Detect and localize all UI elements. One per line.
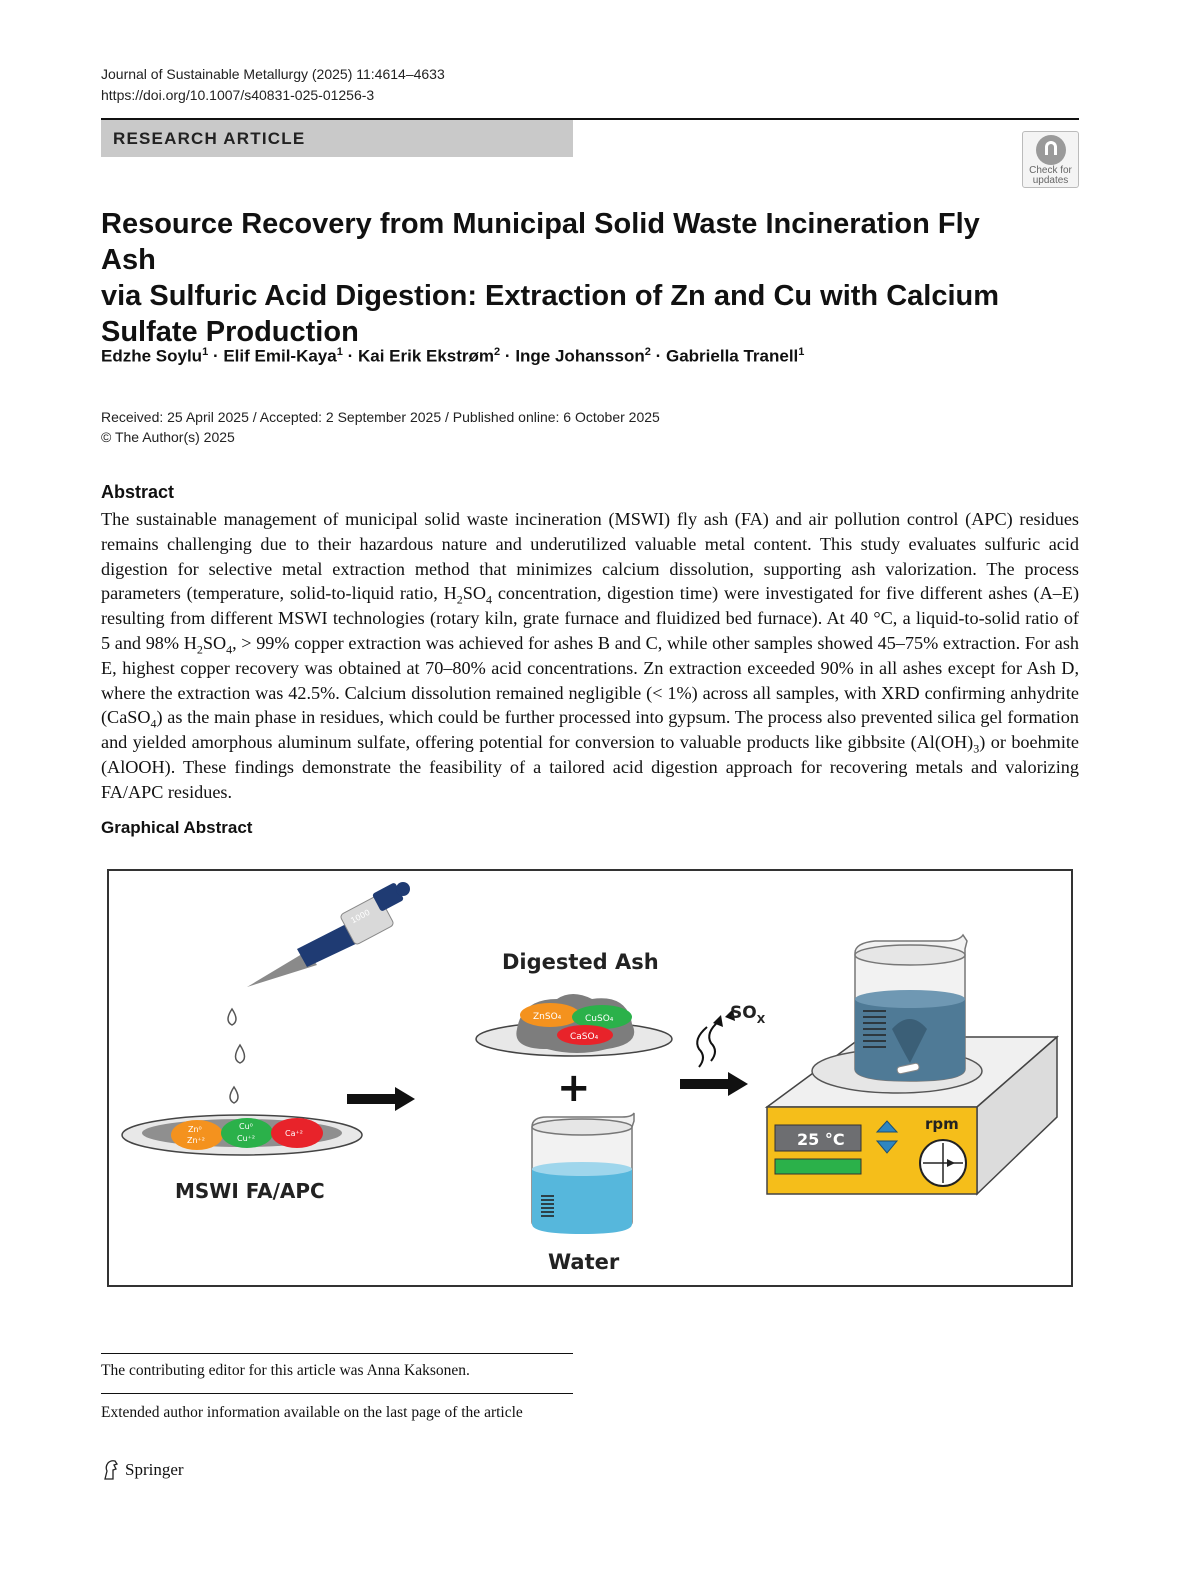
mswi-label: MSWI FA/APC <box>175 1179 325 1203</box>
znso4-label: ZnSO₄ <box>533 1012 562 1022</box>
author-name[interactable]: Edzhe Soylu <box>101 346 203 366</box>
publisher-logo <box>101 1458 184 1482</box>
abstract-segment: concentration, digestion time) were investigated for five different ashes (A–E) resulting from different MSWI technologies (rotary kiln, grate furnace and fluidized bed furnace). At 40 °C, a liquid-to-solid ratio of 5 and 98% H <box>101 583 1079 653</box>
cuso4-label: CuSO₄ <box>585 1014 614 1024</box>
author-affiliation: 1 <box>336 346 343 358</box>
digestion-beaker-icon <box>855 935 967 1081</box>
article-title <box>101 206 1001 350</box>
water-label: Water <box>548 1250 620 1274</box>
subscript: 4 <box>150 717 157 732</box>
rpm-knob[interactable] <box>920 1140 966 1186</box>
graphical-abstract-figure <box>107 869 1073 1287</box>
author-name[interactable]: Elif Emil-Kaya <box>223 346 337 366</box>
abstract-segment: ) as the main phase in residues, which could be further processed into gypsum. The process also prevented silica gel formation and yielded amorphous aluminum sulfate, offering potential for conversion to valuable products like gibbsite (Al(OH) <box>101 707 1079 753</box>
author-name[interactable]: Gabriella Tranell <box>666 346 799 366</box>
zn-label: Zn⁰ <box>188 1125 202 1134</box>
footnote-rule <box>101 1353 573 1354</box>
digested-ash-label: Digested Ash <box>502 950 659 974</box>
subscript: 3 <box>973 741 980 756</box>
graphical-abstract-heading: Graphical Abstract <box>101 818 253 837</box>
abstract-segment: , > 99% copper extraction was achieved for ashes B and C, while other samples showed 45–75% extraction. For ash E, highest copper recovery was obtained at 70–80% acid concentrations. Zn extraction exceeded 90% in all ashes except for Ash D, where the extraction was 42.5%. Calcium dissolution remained negligible (< 1%) across all samples, with XRD confirming anhydrite (CaSO <box>101 632 1079 728</box>
author-info-footnote: Extended author information available on the last page of the article <box>101 1404 523 1421</box>
abstract-segment: SO <box>202 632 227 653</box>
footnote-rule <box>101 1393 573 1394</box>
check-updates-icon <box>1036 135 1066 165</box>
publication-dates <box>101 407 660 447</box>
cu-label: Cu⁰ <box>239 1122 253 1131</box>
copyright-line: © The Author(s) 2025 <box>101 429 235 445</box>
plus-sign: + <box>557 1065 591 1111</box>
journal-line: Journal of Sustainable Metallurgy (2025) 11:4614–4633 <box>101 66 445 82</box>
abstract-segment: ) or boehmite (AlOOH). These findings demonstrate the feasibility of a tailored acid digestion approach for recovering metals and valorizing FA/APC residues. <box>101 732 1080 802</box>
doi-link[interactable]: https://doi.org/10.1007/s40831-025-01256-3 <box>101 87 375 103</box>
subscript: 4 <box>226 642 233 657</box>
rpm-label: rpm <box>925 1115 959 1133</box>
subscript: 4 <box>486 593 492 608</box>
subscript: 2 <box>196 642 203 657</box>
title-line-3: Sulfate Production <box>101 316 359 348</box>
author-affiliation: 2 <box>494 346 501 358</box>
title-line-1: Resource Recovery from Municipal Solid Waste Incineration Fly Ash <box>101 208 980 276</box>
author-separator: · <box>212 346 219 366</box>
author-name[interactable]: Inge Johansson <box>515 346 645 366</box>
author-name[interactable]: Kai Erik Ekstrøm <box>357 346 495 366</box>
author-separator: · <box>504 346 511 366</box>
ca-label: Ca⁺² <box>285 1129 303 1138</box>
check-for-updates-button[interactable] <box>1022 131 1079 188</box>
author-affiliation: 1 <box>798 346 805 358</box>
article-type-banner: RESEARCH ARTICLE <box>101 120 573 157</box>
springer-horse-icon <box>101 1459 121 1481</box>
abstract-segment: SO <box>462 583 486 604</box>
history-dates: Received: 25 April 2025 / Accepted: 2 September 2025 / Published online: 6 October 2025 <box>101 409 660 425</box>
check-updates-label: Check for updates <box>1029 165 1072 186</box>
pipette-label: 1000 <box>349 907 372 926</box>
status-bar <box>775 1159 861 1174</box>
author-affiliation: 1 <box>202 346 209 358</box>
editor-footnote: The contributing editor for this article was Anna Kaksonen. <box>101 1362 470 1379</box>
author-affiliation: 2 <box>644 346 651 358</box>
title-line-2: via Sulfuric Acid Digestion: Extraction of Zn and Cu with Calcium <box>101 280 1000 312</box>
journal-citation <box>101 64 445 106</box>
abstract-segment: The sustainable management of municipal solid waste incineration (MSWI) fly ash (FA) and air pollution control (APC) residues remains challenging due to their hazardous nature and underutilized valuable metal content. This study evaluates sulfuric acid digestion for selective metal extraction method that minimizes calcium dissolution, supporting ash valorization. The process parameters (temperature, solid-to-liquid ratio, H <box>101 509 1079 604</box>
cu2-label: Cu⁺² <box>237 1134 256 1143</box>
zn2-label: Zn⁺² <box>187 1136 205 1145</box>
water-beaker-icon <box>532 1113 634 1234</box>
abstract-text <box>101 507 1079 805</box>
author-separator: · <box>347 346 354 366</box>
abstract-heading: Abstract <box>101 482 175 502</box>
ash-dish <box>122 1115 362 1155</box>
temperature-readout: 25 °C <box>797 1130 845 1149</box>
author-separator: · <box>655 346 662 366</box>
sox-label: $SO_X$ <box>730 1003 766 1026</box>
subscript: 2 <box>456 593 463 608</box>
caso4-label: CaSO₄ <box>570 1032 599 1042</box>
author-list <box>101 346 804 367</box>
publisher-name: Springer <box>125 1460 184 1479</box>
